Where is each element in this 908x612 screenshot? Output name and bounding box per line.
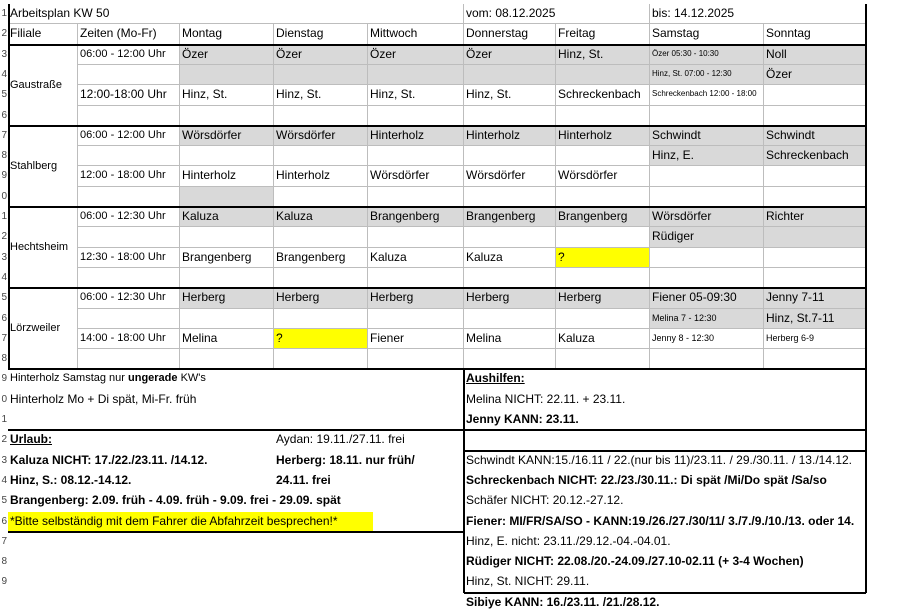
aushilfen-line[interactable]: Schäfer NICHT: 20.12.-27.12. (466, 493, 624, 507)
shift-cell[interactable] (556, 268, 650, 288)
shift-cell[interactable] (556, 187, 650, 207)
shift-cell[interactable] (180, 146, 274, 166)
shift-cell[interactable]: Wörsdörfer (556, 166, 650, 187)
row-number: 4 (1, 475, 7, 486)
shift-cell[interactable]: Brangenberg (274, 248, 368, 268)
shift-cell[interactable]: Herberg (556, 288, 650, 309)
shift-cell[interactable] (464, 146, 556, 166)
shift-cell[interactable] (180, 106, 274, 126)
shift-cell[interactable]: Hinterholz (274, 166, 368, 187)
shift-cell[interactable]: Özer (464, 45, 556, 65)
shift-cell[interactable] (368, 268, 464, 288)
shift-time-blank[interactable] (78, 349, 180, 369)
shift-cell[interactable] (464, 227, 556, 248)
shift-time-blank[interactable] (78, 309, 180, 329)
aushilfen-line[interactable]: Sibiye KANN: 16./23.11. /21./28.12. (466, 595, 660, 609)
shift-cell[interactable]: Wörsdörfer (274, 126, 368, 146)
shift-cell[interactable] (180, 349, 274, 369)
shift-cell[interactable]: Jenny 8 - 12:30 (650, 329, 764, 349)
shift-cell[interactable] (180, 268, 274, 288)
shift-cell[interactable]: Wörsdörfer (180, 126, 274, 146)
shift-cell[interactable]: Herberg (464, 288, 556, 309)
row-number: 6 (1, 516, 7, 527)
shift-cell[interactable] (764, 268, 866, 288)
shift-cell[interactable]: ? (274, 329, 368, 349)
note-text: ungerade (128, 372, 178, 384)
shift-time[interactable]: 06:00 - 12:30 Uhr (78, 207, 180, 227)
shift-cell[interactable]: Herberg (274, 288, 368, 309)
row-number: 0 (1, 394, 7, 405)
column-header[interactable]: Montag (180, 24, 274, 45)
shift-cell[interactable]: Herberg 6-9 (764, 329, 866, 349)
column-header[interactable]: Filiale (8, 24, 78, 45)
aushilfen-line[interactable]: Melina NICHT: 22.11. + 23.11. (466, 392, 626, 406)
shift-cell[interactable]: Hinz, St.7-11 (764, 309, 866, 329)
note-hinterholz-saturday[interactable] (8, 369, 464, 388)
shift-cell[interactable]: Melina (180, 329, 274, 349)
shift-cell[interactable]: Kaluza (274, 207, 368, 227)
row-number: 8 (1, 556, 7, 567)
shift-cell[interactable]: Herberg (368, 288, 464, 309)
shift-cell[interactable] (464, 309, 556, 329)
shift-cell[interactable]: Özer (180, 45, 274, 65)
shift-cell[interactable] (764, 166, 866, 187)
shift-cell[interactable]: Brangenberg (464, 207, 556, 227)
urlaub-title[interactable]: Urlaub: (10, 432, 52, 446)
shift-cell[interactable] (368, 187, 464, 207)
shift-cell[interactable] (464, 106, 556, 126)
date-to[interactable]: bis: 14.12.2025 (650, 4, 866, 24)
row-number: 6 (1, 313, 7, 324)
branch-name[interactable]: Lörzweiler (8, 288, 78, 369)
shift-cell[interactable]: ? (556, 248, 650, 268)
row-number: 9 (1, 576, 7, 587)
shift-cell[interactable] (368, 146, 464, 166)
shift-cell[interactable]: Fiener (368, 329, 464, 349)
shift-cell[interactable]: Melina 7 - 12:30 (650, 309, 764, 329)
column-header[interactable]: Sonntag (764, 24, 866, 45)
shift-cell[interactable] (464, 349, 556, 369)
note-reminder[interactable]: *Bitte selbständig mit dem Fahrer die Abfahrzeit besprechen!* (8, 512, 373, 531)
border-line (464, 450, 866, 452)
row-number: 5 (1, 292, 7, 303)
note-herberg[interactable]: Herberg: 18.11. nur früh/ (276, 453, 415, 467)
shift-cell[interactable] (556, 349, 650, 369)
shift-cell[interactable]: Hinterholz (368, 126, 464, 146)
shift-cell[interactable]: Brangenberg (180, 248, 274, 268)
border-line (8, 44, 866, 46)
shift-cell[interactable] (180, 227, 274, 248)
shift-cell[interactable] (650, 166, 764, 187)
column-header[interactable]: Freitag (556, 24, 650, 45)
row-number: 2 (1, 434, 7, 445)
shift-cell[interactable]: Özer (274, 45, 368, 65)
shift-cell[interactable] (274, 187, 368, 207)
shift-cell[interactable]: Brangenberg (556, 207, 650, 227)
shift-cell[interactable] (764, 349, 866, 369)
shift-cell[interactable]: Jenny 7-11 (764, 288, 866, 309)
shift-cell[interactable] (368, 65, 464, 85)
shift-cell[interactable]: Schwindt (764, 126, 866, 146)
shift-cell[interactable]: Richter (764, 207, 866, 227)
shift-time-blank[interactable] (78, 146, 180, 166)
shift-cell[interactable] (368, 106, 464, 126)
shift-cell[interactable]: Kaluza (556, 329, 650, 349)
shift-cell[interactable]: Özer (764, 65, 866, 85)
row-number: 4 (1, 272, 7, 283)
shift-cell[interactable] (556, 65, 650, 85)
shift-time-blank[interactable] (78, 187, 180, 207)
branch-name[interactable]: Stahlberg (8, 126, 78, 207)
shift-cell[interactable] (556, 106, 650, 126)
aushilfen-line[interactable]: Jenny KANN: 23.11. (466, 412, 579, 426)
shift-cell[interactable]: Herberg (180, 288, 274, 309)
shift-cell[interactable] (368, 309, 464, 329)
column-header[interactable]: Dienstag (274, 24, 368, 45)
note-text: KW's (177, 372, 206, 384)
shift-cell[interactable]: Schreckenbach (556, 85, 650, 106)
shift-cell[interactable] (764, 248, 866, 268)
shift-time-blank[interactable] (78, 227, 180, 248)
shift-cell[interactable] (274, 309, 368, 329)
shift-cell[interactable] (650, 106, 764, 126)
urlaub-line[interactable]: Hinz, S.: 08.12.-14.12. (10, 473, 132, 487)
column-header[interactable]: Samstag (650, 24, 764, 45)
row-number: 5 (1, 89, 7, 100)
shift-cell[interactable]: Hinterholz (556, 126, 650, 146)
shift-cell[interactable]: Hinterholz (180, 166, 274, 187)
aushilfen-line[interactable]: Hinz, St. NICHT: 29.11. (466, 574, 590, 588)
shift-cell[interactable]: Hinz, St. (556, 45, 650, 65)
plan-title[interactable]: Arbeitsplan KW 50 (8, 4, 464, 24)
shift-cell[interactable]: Hinz, St. (274, 85, 368, 106)
border-line (8, 531, 464, 533)
shift-cell[interactable]: Özer (368, 45, 464, 65)
border-line (463, 369, 465, 593)
shift-cell[interactable]: Schwindt (650, 126, 764, 146)
row-number: 9 (1, 170, 7, 181)
shift-cell[interactable]: Özer 05:30 - 10:30 (650, 45, 764, 65)
aushilfen-line[interactable]: Hinz, E. nicht: 23.11./29.12.-04.-04.01. (466, 534, 671, 548)
border-line (8, 287, 866, 289)
row-number: 1 (1, 8, 7, 19)
aushilfen-line[interactable] (464, 430, 908, 449)
date-from[interactable]: vom: 08.12.2025 (464, 4, 650, 24)
shift-time[interactable]: 06:00 - 12:30 Uhr (78, 288, 180, 309)
row-number: 3 (1, 49, 7, 60)
shift-time[interactable]: 12:00 - 18:00 Uhr (78, 166, 180, 187)
row-number: 8 (1, 353, 7, 364)
shift-cell[interactable] (464, 65, 556, 85)
aushilfen-line[interactable]: Schwindt KANN:15./16.11 / 22.(nur bis 11)/23.11. / 29./30.11. / 13./14.12. (466, 453, 853, 467)
row-number: 6 (1, 110, 7, 121)
shift-cell[interactable]: Kaluza (464, 248, 556, 268)
shift-time[interactable]: 12:30 - 18:00 Uhr (78, 248, 180, 268)
shift-cell[interactable] (650, 268, 764, 288)
shift-time[interactable]: 14:00 - 18:00 Uhr (78, 329, 180, 349)
shift-cell[interactable] (764, 85, 866, 106)
column-header[interactable]: Donnerstag (464, 24, 556, 45)
aushilfen-line[interactable]: Fiener: MI/FR/SA/SO - KANN:19./26./27./30/11/ 3./7./9./10./13. oder 14. (466, 514, 855, 528)
shift-cell[interactable] (368, 227, 464, 248)
note-herberg[interactable]: 24.11. frei (276, 473, 331, 487)
note-hinterholz-weekday[interactable]: Hinterholz Mo + Di spät, Mi-Fr. früh (10, 392, 197, 406)
shift-cell[interactable] (368, 349, 464, 369)
shift-cell[interactable] (464, 187, 556, 207)
shift-time[interactable]: 06:00 - 12:00 Uhr (78, 126, 180, 146)
shift-cell[interactable] (180, 309, 274, 329)
shift-cell[interactable]: Hinterholz (464, 126, 556, 146)
border-line (8, 125, 866, 127)
shift-cell[interactable]: Hinz, E. (650, 146, 764, 166)
shift-cell[interactable] (556, 146, 650, 166)
shift-cell[interactable] (650, 187, 764, 207)
border-line (8, 206, 866, 208)
shift-cell[interactable] (764, 106, 866, 126)
row-number: 2 (1, 231, 7, 242)
row-number: 9 (1, 373, 7, 384)
shift-cell[interactable]: Wörsdörfer (650, 207, 764, 227)
column-header[interactable]: Zeiten (Mo-Fr) (78, 24, 180, 45)
row-number: 0 (1, 191, 7, 202)
shift-cell[interactable] (274, 268, 368, 288)
shift-time-blank[interactable] (78, 268, 180, 288)
row-number: 3 (1, 455, 7, 466)
shift-cell[interactable]: Schreckenbach 12:00 - 18:00 (650, 85, 764, 106)
border-line (865, 369, 867, 593)
shift-cell[interactable]: Kaluza (368, 248, 464, 268)
shift-cell[interactable]: Schreckenbach (764, 146, 866, 166)
row-number: 2 (1, 28, 7, 39)
row-number: 7 (1, 536, 7, 547)
shift-cell[interactable] (180, 187, 274, 207)
urlaub-line[interactable]: Kaluza NICHT: 17./22./23.11. /14.12. (10, 453, 208, 467)
border-line (8, 4, 10, 369)
column-header[interactable]: Mittwoch (368, 24, 464, 45)
shift-cell[interactable] (274, 227, 368, 248)
shift-cell[interactable] (764, 187, 866, 207)
shift-cell[interactable]: Hinz, St. 07:00 - 12:30 (650, 65, 764, 85)
row-number: 3 (1, 252, 7, 263)
shift-cell[interactable]: Fiener 05-09:30 (650, 288, 764, 309)
note-text: Hinterholz Samstag nur (10, 372, 128, 384)
shift-cell[interactable] (180, 65, 274, 85)
urlaub-line[interactable]: Brangenberg: 2.09. früh - 4.09. früh - 9.09. frei - 29.09. spät (10, 493, 341, 507)
shift-cell[interactable] (556, 227, 650, 248)
shift-time[interactable]: 12:00-18:00 Uhr (78, 85, 180, 106)
row-number: 1 (1, 414, 7, 425)
shift-cell[interactable] (274, 146, 368, 166)
shift-cell[interactable] (764, 227, 866, 248)
border-line (464, 592, 866, 594)
shift-cell[interactable] (650, 349, 764, 369)
aushilfen-title[interactable]: Aushilfen: (466, 371, 525, 385)
shift-cell[interactable]: Kaluza (180, 207, 274, 227)
shift-cell[interactable]: Noll (764, 45, 866, 65)
branch-name[interactable]: Gaustraße (8, 45, 78, 126)
row-number: 7 (1, 130, 7, 141)
shift-cell[interactable] (274, 349, 368, 369)
shift-time-blank[interactable] (78, 65, 180, 85)
shift-cell[interactable]: Wörsdörfer (464, 166, 556, 187)
shift-cell[interactable]: Rüdiger (650, 227, 764, 248)
shift-cell[interactable] (650, 248, 764, 268)
shift-cell[interactable]: Brangenberg (368, 207, 464, 227)
branch-name[interactable]: Hechtsheim (8, 207, 78, 288)
aushilfen-line[interactable]: Schreckenbach NICHT: 22./23./30.11.: Di spät /Mi/Do spät /Sa/so (466, 473, 827, 487)
shift-cell[interactable] (274, 65, 368, 85)
shift-cell[interactable]: Hinz, St. (180, 85, 274, 106)
row-number: 7 (1, 333, 7, 344)
shift-time[interactable]: 06:00 - 12:00 Uhr (78, 45, 180, 65)
shift-cell[interactable] (274, 106, 368, 126)
shift-cell[interactable] (556, 309, 650, 329)
row-number: 4 (1, 69, 7, 80)
row-number: 1 (1, 211, 7, 222)
shift-time-blank[interactable] (78, 106, 180, 126)
border-line (8, 429, 866, 431)
note-aydan[interactable]: Aydan: 19.11./27.11. frei (276, 432, 405, 446)
aushilfen-line[interactable]: Rüdiger NICHT: 22.08./20.-24.09./27.10-02.11 (+ 3-4 Wochen) (466, 554, 804, 568)
shift-cell[interactable]: Hinz, St. (464, 85, 556, 106)
shift-cell[interactable] (464, 268, 556, 288)
shift-cell[interactable]: Wörsdörfer (368, 166, 464, 187)
shift-cell[interactable]: Melina (464, 329, 556, 349)
row-number: 8 (1, 150, 7, 161)
row-number: 5 (1, 495, 7, 506)
border-line (865, 4, 867, 369)
shift-cell[interactable]: Hinz, St. (368, 85, 464, 106)
